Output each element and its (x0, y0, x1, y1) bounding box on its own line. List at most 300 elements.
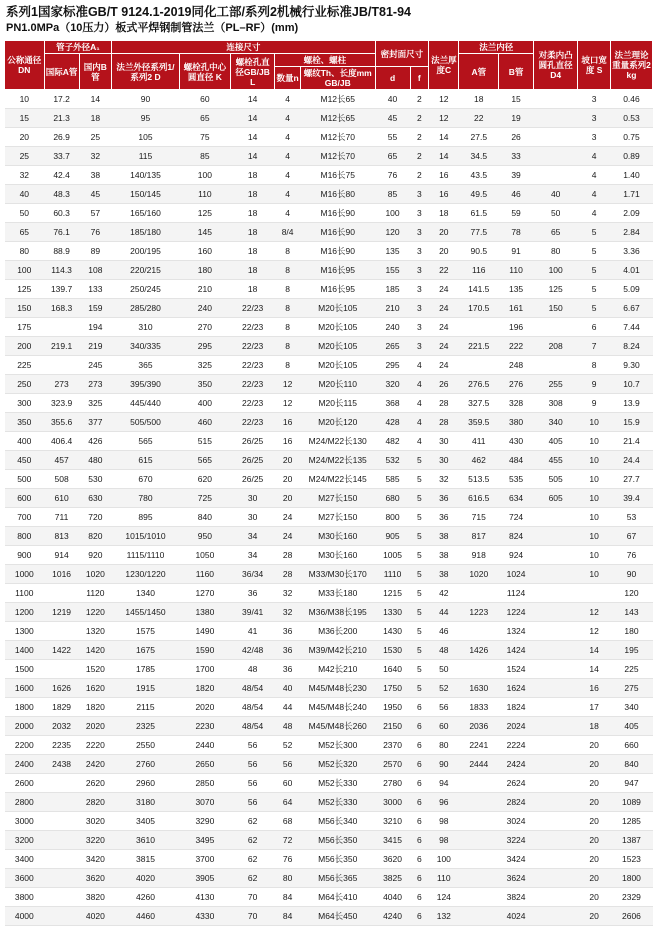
cell-bolt_hole: 48/54 (231, 717, 275, 736)
cell-id_b: 2624 (499, 774, 534, 793)
cell-id_a (459, 318, 499, 337)
cell-bolt_circle: 100 (179, 166, 230, 185)
cell-bolt_circle: 1700 (179, 660, 230, 679)
cell-weight: 0.75 (610, 128, 652, 147)
cell-weight: 195 (610, 641, 652, 660)
cell-id_b: 535 (499, 470, 534, 489)
cell-pipe_od: 60.3 (44, 204, 79, 223)
cell-bolt_count: 8 (275, 356, 301, 375)
cell-dn_b: 2820 (79, 793, 112, 812)
cell-pipe_od (44, 660, 79, 679)
cell-raised_d4 (534, 622, 578, 641)
cell-bolt_count: 32 (275, 603, 301, 622)
flange-spec-table (4, 40, 653, 926)
cell-raised_d4: 505 (534, 470, 578, 489)
page-title: 系列1国家标准GB/T 9124.1-2019同化工部/系列2机械行业标准JB/T81-94 (6, 5, 411, 19)
cell-flange_od: 565 (112, 432, 180, 451)
th-group-connect: 连接尺寸 (112, 41, 375, 54)
cell-flange_od: 285/280 (112, 299, 180, 318)
cell-id_a: 1223 (459, 603, 499, 622)
cell-seal_f: 4 (410, 394, 429, 413)
cell-raised_d4: 40 (534, 185, 578, 204)
cell-thickness: 44 (429, 603, 459, 622)
cell-thickness: 16 (429, 185, 459, 204)
cell-dn_a: 2200 (5, 736, 45, 755)
cell-seal_d: 368 (375, 394, 410, 413)
cell-bolt_count: 48 (275, 717, 301, 736)
cell-id_a: 411 (459, 432, 499, 451)
cell-weight: 275 (610, 679, 652, 698)
table-row (5, 318, 653, 337)
cell-bevel_s: 9 (578, 375, 611, 394)
cell-flange_od: 3815 (112, 850, 180, 869)
cell-bolt_circle: 145 (179, 223, 230, 242)
cell-bolt_hole: 22/23 (231, 356, 275, 375)
cell-weight: 3.36 (610, 242, 652, 261)
cell-id_a: 18 (459, 90, 499, 109)
cell-bolt_count: 20 (275, 451, 301, 470)
cell-bolt_circle: 85 (179, 147, 230, 166)
cell-id_a: 77.5 (459, 223, 499, 242)
cell-id_a (459, 907, 499, 926)
cell-dn_b: 630 (79, 489, 112, 508)
cell-seal_f: 6 (410, 907, 429, 926)
cell-bolt_circle: 350 (179, 375, 230, 394)
cell-dn_b: 32 (79, 147, 112, 166)
cell-weight: 10.7 (610, 375, 652, 394)
cell-flange_od: 340/335 (112, 337, 180, 356)
cell-seal_d: 3415 (375, 831, 410, 850)
cell-bolt_count: 36 (275, 660, 301, 679)
cell-bolt_hole: 22/23 (231, 337, 275, 356)
cell-seal_f: 5 (410, 660, 429, 679)
cell-weight: 2329 (610, 888, 652, 907)
cell-id_b: 824 (499, 527, 534, 546)
cell-id_a: 462 (459, 451, 499, 470)
cell-weight: 76 (610, 546, 652, 565)
cell-dn_a: 1000 (5, 565, 45, 584)
cell-bolt_count: 64 (275, 793, 301, 812)
table-row (5, 755, 653, 774)
cell-dn_b: 133 (79, 280, 112, 299)
cell-seal_d: 3210 (375, 812, 410, 831)
cell-raised_d4 (534, 850, 578, 869)
cell-seal_f: 3 (410, 318, 429, 337)
cell-seal_d: 1215 (375, 584, 410, 603)
cell-bolt_circle: 1270 (179, 584, 230, 603)
table-row (5, 736, 653, 755)
cell-id_a: 2444 (459, 755, 499, 774)
cell-seal_d: 585 (375, 470, 410, 489)
cell-seal_d: 1950 (375, 698, 410, 717)
th-bolt-hole: 螺栓孔直径GB/JB L (231, 54, 275, 90)
cell-dn_b: 720 (79, 508, 112, 527)
cell-seal_f: 5 (410, 679, 429, 698)
cell-seal_f: 6 (410, 888, 429, 907)
cell-raised_d4 (534, 109, 578, 128)
cell-bolt_hole: 70 (231, 907, 275, 926)
cell-bolt_hole: 42/48 (231, 641, 275, 660)
table-row (5, 147, 653, 166)
cell-bolt_count: 16 (275, 413, 301, 432)
cell-id_b: 924 (499, 546, 534, 565)
cell-thickness: 14 (429, 128, 459, 147)
cell-bolt_hole: 18 (231, 204, 275, 223)
cell-id_a: 2036 (459, 717, 499, 736)
cell-id_b: 1524 (499, 660, 534, 679)
cell-bevel_s: 5 (578, 223, 611, 242)
cell-id_a: 61.5 (459, 204, 499, 223)
cell-flange_od: 4020 (112, 869, 180, 888)
cell-id_b: 2024 (499, 717, 534, 736)
cell-seal_f: 3 (410, 185, 429, 204)
cell-dn_b: 1520 (79, 660, 112, 679)
table-row (5, 698, 653, 717)
cell-bolt_hole: 18 (231, 223, 275, 242)
cell-weight: 21.4 (610, 432, 652, 451)
cell-bolt_count: 68 (275, 812, 301, 831)
cell-bolt_hole: 22/23 (231, 394, 275, 413)
cell-id_b: 78 (499, 223, 534, 242)
cell-bolt_hole: 41 (231, 622, 275, 641)
cell-flange_od: 250/245 (112, 280, 180, 299)
cell-bolt_count: 28 (275, 546, 301, 565)
cell-id_b: 328 (499, 394, 534, 413)
table-row (5, 90, 653, 109)
cell-bolt_count: 8/4 (275, 223, 301, 242)
cell-bolt_spec: M12长65 (300, 109, 375, 128)
cell-bolt_spec: M45/M48长240 (300, 698, 375, 717)
cell-seal_f: 3 (410, 299, 429, 318)
cell-bolt_count: 8 (275, 261, 301, 280)
cell-raised_d4 (534, 603, 578, 622)
cell-seal_f: 5 (410, 508, 429, 527)
cell-raised_d4 (534, 698, 578, 717)
cell-id_b: 3424 (499, 850, 534, 869)
cell-bolt_count: 8 (275, 337, 301, 356)
cell-flange_od: 3610 (112, 831, 180, 850)
cell-dn_b: 1320 (79, 622, 112, 641)
cell-bolt_circle: 295 (179, 337, 230, 356)
cell-raised_d4: 80 (534, 242, 578, 261)
cell-dn_a: 1200 (5, 603, 45, 622)
cell-seal_f: 3 (410, 204, 429, 223)
cell-bolt_hole: 18 (231, 280, 275, 299)
cell-weight: 225 (610, 660, 652, 679)
cell-bolt_hole: 56 (231, 755, 275, 774)
cell-bevel_s: 5 (578, 261, 611, 280)
cell-dn_b: 4020 (79, 907, 112, 926)
cell-bolt_hole: 22/23 (231, 375, 275, 394)
cell-dn_a: 100 (5, 261, 45, 280)
cell-seal_d: 800 (375, 508, 410, 527)
cell-bolt_spec: M16长80 (300, 185, 375, 204)
cell-id_a (459, 584, 499, 603)
cell-flange_od: 445/440 (112, 394, 180, 413)
cell-pipe_od: 2235 (44, 736, 79, 755)
cell-dn_a: 80 (5, 242, 45, 261)
cell-dn_b: 1620 (79, 679, 112, 698)
cell-bolt_hole: 62 (231, 850, 275, 869)
cell-id_b: 484 (499, 451, 534, 470)
cell-id_a: 170.5 (459, 299, 499, 318)
cell-seal_f: 6 (410, 793, 429, 812)
cell-bolt_hole: 18 (231, 166, 275, 185)
cell-dn_b: 194 (79, 318, 112, 337)
table-row (5, 451, 653, 470)
cell-weight: 340 (610, 698, 652, 717)
cell-seal_f: 6 (410, 736, 429, 755)
table-row (5, 109, 653, 128)
cell-pipe_od: 26.9 (44, 128, 79, 147)
cell-seal_f: 4 (410, 375, 429, 394)
cell-bolt_spec: M12长70 (300, 147, 375, 166)
cell-pipe_od: 17.2 (44, 90, 79, 109)
cell-seal_d: 4040 (375, 888, 410, 907)
cell-thickness: 52 (429, 679, 459, 698)
cell-flange_od: 2760 (112, 755, 180, 774)
cell-pipe_od: 219.1 (44, 337, 79, 356)
cell-bolt_circle: 3700 (179, 850, 230, 869)
cell-seal_d: 1750 (375, 679, 410, 698)
cell-bolt_circle: 1820 (179, 679, 230, 698)
cell-bolt_circle: 400 (179, 394, 230, 413)
cell-dn_a: 20 (5, 128, 45, 147)
th-dn-intl: 国际A管 (44, 54, 79, 90)
cell-seal_d: 295 (375, 356, 410, 375)
cell-bolt_circle: 160 (179, 242, 230, 261)
cell-bolt_spec: M64长450 (300, 907, 375, 926)
cell-dn_a: 250 (5, 375, 45, 394)
cell-pipe_od (44, 869, 79, 888)
cell-bolt_circle: 75 (179, 128, 230, 147)
cell-seal_d: 55 (375, 128, 410, 147)
cell-seal_f: 2 (410, 90, 429, 109)
cell-raised_d4 (534, 679, 578, 698)
cell-flange_od: 95 (112, 109, 180, 128)
cell-seal_d: 45 (375, 109, 410, 128)
cell-bolt_spec: M56长350 (300, 850, 375, 869)
cell-bolt_circle: 1380 (179, 603, 230, 622)
cell-seal_d: 120 (375, 223, 410, 242)
cell-dn_b: 219 (79, 337, 112, 356)
th-seal-f: f (410, 67, 429, 90)
cell-seal_d: 680 (375, 489, 410, 508)
cell-id_a (459, 869, 499, 888)
cell-flange_od: 505/500 (112, 413, 180, 432)
cell-seal_d: 1430 (375, 622, 410, 641)
cell-raised_d4 (534, 774, 578, 793)
cell-weight: 0.53 (610, 109, 652, 128)
cell-seal_d: 1530 (375, 641, 410, 660)
cell-thickness: 38 (429, 527, 459, 546)
cell-seal_d: 320 (375, 375, 410, 394)
cell-bevel_s: 10 (578, 489, 611, 508)
table-row (5, 907, 653, 926)
cell-dn_b: 377 (79, 413, 112, 432)
cell-bevel_s: 20 (578, 774, 611, 793)
cell-bolt_circle: 2650 (179, 755, 230, 774)
header-row-1 (5, 41, 653, 54)
cell-bolt_spec: M52长300 (300, 736, 375, 755)
table-row (5, 660, 653, 679)
cell-seal_f: 5 (410, 527, 429, 546)
cell-pipe_od: 21.3 (44, 109, 79, 128)
table-row (5, 679, 653, 698)
cell-thickness: 26 (429, 375, 459, 394)
cell-weight: 840 (610, 755, 652, 774)
cell-bolt_spec: M27长150 (300, 489, 375, 508)
cell-seal_d: 2370 (375, 736, 410, 755)
cell-pipe_od: 711 (44, 508, 79, 527)
cell-thickness: 38 (429, 565, 459, 584)
cell-weight: 24.4 (610, 451, 652, 470)
cell-dn_a: 300 (5, 394, 45, 413)
cell-bevel_s: 4 (578, 185, 611, 204)
cell-id_a: 27.5 (459, 128, 499, 147)
cell-raised_d4 (534, 546, 578, 565)
cell-bevel_s: 12 (578, 622, 611, 641)
cell-bevel_s: 12 (578, 603, 611, 622)
cell-pipe_od: 76.1 (44, 223, 79, 242)
cell-thickness: 20 (429, 242, 459, 261)
cell-weight: 660 (610, 736, 652, 755)
cell-id_a (459, 831, 499, 850)
cell-id_b: 3624 (499, 869, 534, 888)
cell-dn_a: 125 (5, 280, 45, 299)
cell-bolt_spec: M12长65 (300, 90, 375, 109)
cell-bevel_s: 20 (578, 736, 611, 755)
cell-flange_od: 115 (112, 147, 180, 166)
cell-dn_a: 500 (5, 470, 45, 489)
cell-thickness: 14 (429, 147, 459, 166)
cell-seal_f: 4 (410, 413, 429, 432)
cell-thickness: 12 (429, 90, 459, 109)
cell-seal_d: 4240 (375, 907, 410, 926)
cell-bolt_spec: M56长340 (300, 812, 375, 831)
table-row (5, 888, 653, 907)
cell-id_a: 359.5 (459, 413, 499, 432)
cell-bevel_s: 20 (578, 850, 611, 869)
cell-bevel_s: 4 (578, 166, 611, 185)
cell-seal_f: 6 (410, 717, 429, 736)
cell-bolt_spec: M42长210 (300, 660, 375, 679)
cell-flange_od: 4460 (112, 907, 180, 926)
cell-dn_a: 3600 (5, 869, 45, 888)
cell-bolt_count: 4 (275, 185, 301, 204)
cell-id_a (459, 774, 499, 793)
cell-raised_d4 (534, 128, 578, 147)
cell-bolt_count: 4 (275, 166, 301, 185)
cell-seal_f: 2 (410, 109, 429, 128)
page-subtitle: PN1.0MPa（10压力）板式平焊钢制管法兰（PL–RF）(mm) (6, 22, 299, 34)
cell-dn_b: 325 (79, 394, 112, 413)
cell-seal_d: 2150 (375, 717, 410, 736)
cell-bolt_spec: M36长200 (300, 622, 375, 641)
cell-dn_b: 45 (79, 185, 112, 204)
cell-raised_d4 (534, 717, 578, 736)
cell-id_a: 276.5 (459, 375, 499, 394)
table-row (5, 204, 653, 223)
cell-weight: 1523 (610, 850, 652, 869)
cell-thickness: 80 (429, 736, 459, 755)
cell-id_a: 817 (459, 527, 499, 546)
cell-bolt_circle: 60 (179, 90, 230, 109)
cell-seal_d: 532 (375, 451, 410, 470)
table-row (5, 413, 653, 432)
cell-id_b: 33 (499, 147, 534, 166)
cell-seal_f: 6 (410, 698, 429, 717)
cell-bevel_s: 4 (578, 147, 611, 166)
cell-dn_b: 530 (79, 470, 112, 489)
cell-bolt_count: 72 (275, 831, 301, 850)
cell-weight: 5.09 (610, 280, 652, 299)
cell-raised_d4: 340 (534, 413, 578, 432)
table-row (5, 508, 653, 527)
cell-raised_d4 (534, 527, 578, 546)
cell-dn_b: 2220 (79, 736, 112, 755)
table-row (5, 831, 653, 850)
cell-flange_od: 1675 (112, 641, 180, 660)
cell-bolt_spec: M33/M30长170 (300, 565, 375, 584)
cell-flange_od: 780 (112, 489, 180, 508)
cell-id_a: 1020 (459, 565, 499, 584)
cell-weight: 1387 (610, 831, 652, 850)
cell-weight: 0.89 (610, 147, 652, 166)
cell-bolt_hole: 62 (231, 812, 275, 831)
cell-pipe_od (44, 622, 79, 641)
cell-weight: 1.71 (610, 185, 652, 204)
cell-id_b: 1124 (499, 584, 534, 603)
cell-dn_a: 2800 (5, 793, 45, 812)
cell-flange_od: 2115 (112, 698, 180, 717)
table-row (5, 261, 653, 280)
cell-bolt_circle: 725 (179, 489, 230, 508)
cell-bolt_circle: 110 (179, 185, 230, 204)
cell-pipe_od: 33.7 (44, 147, 79, 166)
cell-weight: 405 (610, 717, 652, 736)
cell-dn_a: 40 (5, 185, 45, 204)
cell-id_b: 3224 (499, 831, 534, 850)
cell-seal_d: 100 (375, 204, 410, 223)
cell-seal_d: 2780 (375, 774, 410, 793)
cell-bolt_count: 4 (275, 109, 301, 128)
table-row (5, 603, 653, 622)
cell-seal_f: 4 (410, 432, 429, 451)
cell-seal_d: 482 (375, 432, 410, 451)
cell-seal_f: 5 (410, 451, 429, 470)
cell-raised_d4 (534, 736, 578, 755)
cell-bevel_s: 20 (578, 869, 611, 888)
cell-bolt_hole: 18 (231, 261, 275, 280)
cell-bolt_circle: 240 (179, 299, 230, 318)
cell-pipe_od: 1829 (44, 698, 79, 717)
cell-dn_a: 32 (5, 166, 45, 185)
cell-seal_f: 5 (410, 603, 429, 622)
cell-seal_d: 76 (375, 166, 410, 185)
cell-raised_d4: 208 (534, 337, 578, 356)
cell-flange_od: 1015/1010 (112, 527, 180, 546)
cell-thickness: 42 (429, 584, 459, 603)
cell-dn_a: 1800 (5, 698, 45, 717)
cell-pipe_od: 508 (44, 470, 79, 489)
th-id-a: A管 (459, 54, 499, 90)
table-row (5, 223, 653, 242)
cell-bolt_spec: M45/M48长260 (300, 717, 375, 736)
cell-bolt_spec: M16长90 (300, 204, 375, 223)
cell-dn_a: 10 (5, 90, 45, 109)
table-row (5, 565, 653, 584)
